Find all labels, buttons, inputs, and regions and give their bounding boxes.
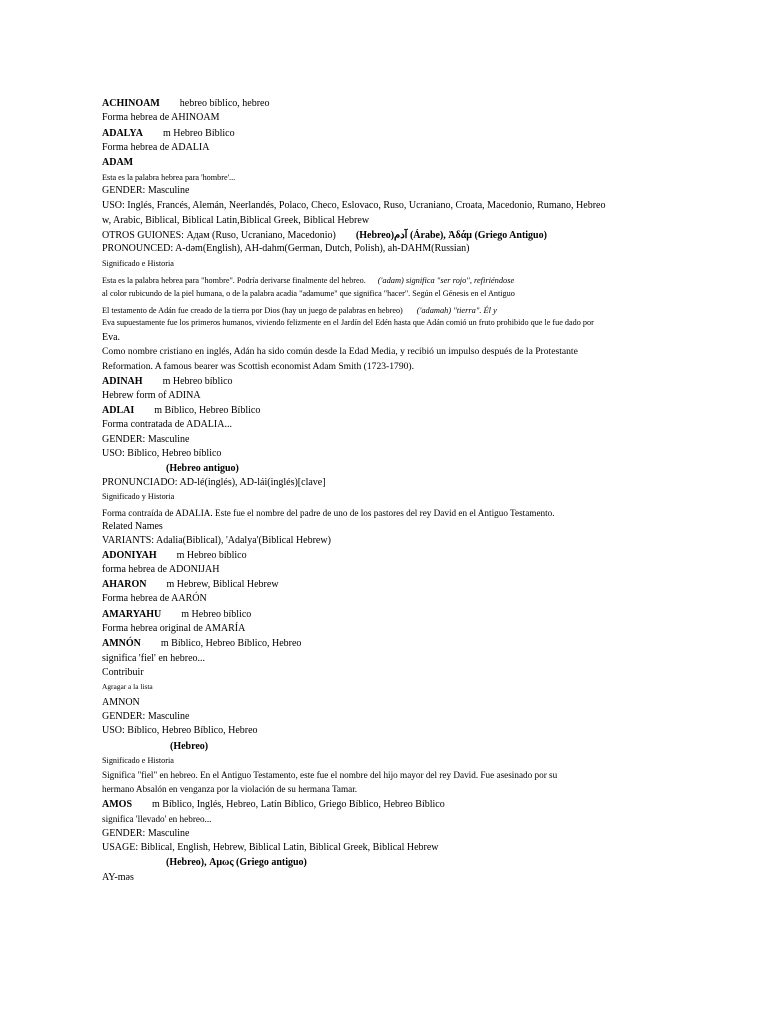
entry-name: ADONIYAH (102, 550, 157, 561)
contribute-link[interactable]: Contribuir (102, 667, 144, 678)
section-heading: Significado e Historia (102, 259, 174, 268)
history-text: Como nombre cristiano en inglés, Adán ha sido común desde la Edad Media, y recibió un impulso después de la Protestante (102, 346, 578, 357)
script-line: (Hebreo), Αμως (Griego antiguo) (166, 857, 307, 868)
entry-description: Forma hebrea de ADALIA (102, 142, 210, 153)
history-text: hermano Absalón en venganza por la violación de su hermana Tamar. (102, 784, 358, 794)
entry-amnon-header (102, 638, 301, 650)
history-text: Forma contraída de ADALIA. Este fue el nombre del padre de uno de los pastores del rey David en el Antiguo Testamento. (102, 508, 555, 518)
entry-description: forma hebrea de ADONIJAH (102, 564, 220, 575)
add-to-list-link[interactable]: Agragar a la lista (102, 682, 153, 691)
entry-name: AHARON (102, 579, 147, 590)
script-line: (Hebreo antiguo) (166, 463, 239, 474)
section-heading: Significado y Historia (102, 492, 175, 501)
entry-name: ADLAI (102, 405, 135, 416)
entry-tags: hebreo bíblico, hebreo (179, 98, 270, 109)
gender-line: GENDER: Masculine (102, 434, 190, 445)
entry-adalya-header (102, 128, 235, 140)
history-text-italic: ('adam) significa "ser rojo", refiriéndose (377, 276, 515, 285)
gender-line: GENDER: Masculine (102, 828, 190, 839)
entry-amaryahu-header (102, 609, 251, 621)
related-heading: Related Names (102, 521, 163, 532)
entry-tags: m Hebreo Bíblico (162, 128, 235, 139)
entry-achinoam-header (102, 98, 269, 110)
entry-tags: m Bíblico, Inglés, Hebreo, Latín Bíblico, Griego Bíblico, Hebreo Bíblico (152, 799, 445, 810)
gender-line: GENDER: Masculine (102, 185, 190, 196)
entry-name: ADAM (102, 157, 134, 168)
entry-name: AMNÓN (102, 638, 141, 649)
entry-adlai-header (102, 405, 260, 417)
history-text: Eva. (102, 332, 121, 343)
entry-tags: m Hebreo bíblico (162, 376, 233, 387)
entry-tags: m Hebreo bíblico (181, 609, 252, 620)
entry-description: significa 'llevado' en hebreo... (102, 814, 212, 824)
history-text (102, 275, 514, 287)
variants-line: VARIANTS: Adalia(Biblical), 'Adalya'(Biblical Hebrew) (102, 535, 331, 546)
section-heading: Significado e Historia (102, 756, 174, 765)
entry-name: ACHINOAM (102, 98, 160, 109)
entry-aharon-header (102, 579, 279, 591)
entry-description: Forma contratada de ADALIA... (102, 419, 232, 430)
entry-tags: m Hebreo bíblico (176, 550, 247, 561)
history-text: Significa "fiel" en hebreo. En el Antiguo Testamento, este fue el nombre del hijo mayor del rey David. Fue asesinado por su (102, 770, 558, 780)
history-text: Reformation. A famous bearer was Scottish economist Adam Smith (1723-1790). (102, 361, 415, 372)
other-scripts-line (102, 230, 547, 242)
entry-tags: m Hebrew, Biblical Hebrew (166, 579, 279, 590)
history-text-part: El testamento de Adán fue creado de la tierra por Dios (hay un juego de palabras en hebreo) (102, 306, 403, 315)
entry-description: Forma hebrea de AARÓN (102, 593, 207, 604)
entry-description: Forma hebrea de AHINOAM (102, 112, 220, 123)
entry-tags: m Bíblico, Hebreo Bíblico (154, 405, 261, 416)
entry-description: Esta es la palabra hebrea para 'hombre'... (102, 173, 236, 182)
entry-name: AMNON (102, 697, 140, 708)
entry-name: ADINAH (102, 376, 143, 387)
entry-description: significa 'fiel' en hebreo... (102, 653, 206, 664)
usage-line: USO: Inglés, Francés, Alemán, Neerlandés, Polaco, Checo, Eslovaco, Ruso, Ucraniano, Croata, Macedonio, Rumano, Hebreo (102, 200, 606, 211)
entry-name: ADALYA (102, 128, 143, 139)
entry-description: Forma hebrea original de AMARÍA (102, 623, 246, 634)
entry-tags: m Bíblico, Hebreo Bíblico, Hebreo (160, 638, 302, 649)
script-line: (Hebreo) (170, 741, 209, 752)
entry-amos-header (102, 799, 445, 811)
entry-description: Hebrew form of ADINA (102, 390, 201, 401)
history-text: Eva supuestamente fue los primeros humanos, viviendo felizmente en el Jardín del Edén hasta que Adán comió un fruto prohibido que le fue dado por (102, 318, 594, 327)
history-text-part: Esta es la palabra hebrea para "hombre". Podría derivarse finalmente del hebreo. (102, 276, 366, 285)
pronounced-line: PRONUNCIADO: AD-lé(inglés), AD-lái(inglés)[clave] (102, 477, 326, 488)
gender-line: GENDER: Masculine (102, 711, 190, 722)
usage-line: USAGE: Biblical, English, Hebrew, Biblical Latin, Biblical Greek, Biblical Hebrew (102, 842, 439, 853)
entry-name: AMARYAHU (102, 609, 162, 620)
usage-line: USO: Bíblico, Hebreo bíblico (102, 448, 222, 459)
entry-adinah-header (102, 376, 233, 388)
entry-name: AMOS (102, 799, 132, 810)
other-scripts-text: OTROS GUIONES: Адам (Ruso, Ucraniano, Macedonio) (102, 230, 336, 241)
other-scripts-bold: (Hebreo)آدم (Árabe), Ἀδάμ (Griego Antiguo) (355, 230, 547, 241)
usage-line: USO: Bíblico, Hebreo Bíblico, Hebreo (102, 725, 258, 736)
history-text: al color rubicundo de la piel humana, o de la palabra acadia "adamume" que significa "hacer". Según el Génesis en el Antiguo (102, 289, 515, 298)
history-text (102, 305, 497, 317)
usage-line-cont: w, Arabic, Biblical, Biblical Latin,Biblical Greek, Biblical Hebrew (102, 215, 370, 226)
entry-adoniyah-header (102, 550, 247, 562)
pronounced-line: AY-məs (102, 872, 134, 883)
pronounced-line: PRONOUNCED: A-dəm(English), AH-dahm(German, Dutch, Polish), ah-DAHM(Russian) (102, 243, 470, 254)
history-text-italic: ('adamah) "tierra". Él y (416, 306, 497, 315)
